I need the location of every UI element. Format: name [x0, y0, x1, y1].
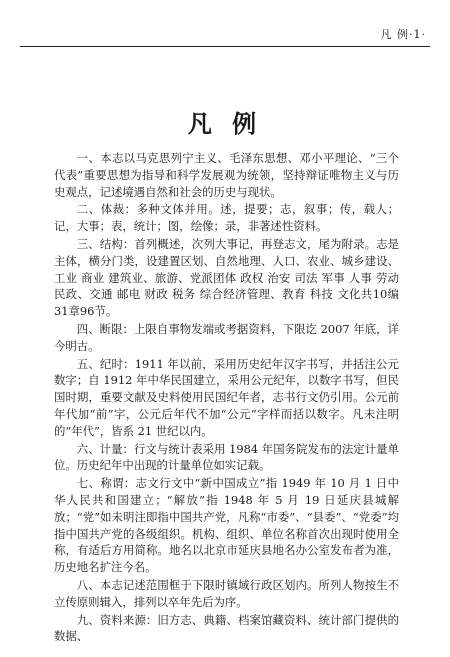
page-title: 凡 例 [187, 109, 263, 138]
paragraph-structure: 三、结构：首列概述，次列大事记，再登志文，尾为附录。志是主体，横分门类，设建置区划、自然地理、人口、农业、城乡建设、工业 商业 建筑业、旅游、党派团体 政权 治安 司法 军事 人事 劳动 民政、交通 邮电 财政 税务 综合经济管理、教育 科技 文化共10编 31章96节。 [54, 236, 399, 319]
paragraph-terms: 七、称谓：志文行文中“新中国成立”指 1949 年 10 月 1 日中华人民共和国建立；“解放”指 1948 年 5 月 19 日延庆县城解放；“党”如未明注即指中国共产党，凡称“市委”、“县委”、“党委”均指中国共产党的各级组织。机构、组织、单位名称首次出现时使用全称，有适后方用简称。地名以北京市延庆县地名办公室发布者为准，历史地名扩注今名。 [54, 476, 399, 575]
running-header [20, 20, 430, 47]
paragraph-sources: 九、资料来源：旧方志、典籍、档案馆藏资料、统计部门提供的数据、 [54, 612, 399, 644]
body-text [54, 150, 399, 646]
paragraph-guideline: 一、本志以马克思列宁主义、毛泽东思想、邓小平理论、“三个代表”重要思想为指导和科学发展观为统领，坚持辩证唯物主义与历史观点，记述境遇自然和社会的历史与现状。 [54, 151, 399, 199]
running-head-text: 凡 例·1· [380, 28, 426, 41]
paragraph-scope: 八、本志记述范围框于下限时镇域行政区划内。所列人物按生不立传原则辑入，排列以卒年先后为序。 [54, 577, 399, 609]
paragraph-measurement: 六、计量：行文与统计表采用 1984 年国务院发布的法定计量单位。历史纪年中出现的计量单位如实记载。 [54, 441, 399, 473]
paragraph-genre: 二、体裁：多种文体并用。述，提要；志，叙事；传，载人；记，大事；表，统计；图，绘像；录，非著述性资料。 [54, 202, 399, 234]
paragraph-chronology: 五、纪时：1911 年以前，采用历史纪年汉字书写，并括注公元数字；自 1912 年中华民国建立，采用公元纪年，以数字书写，但民国时期，重要文献及史料使用民国纪年者，志书行文仍引用。公元前年代加“前”字，公元后年代不加“公元”字样而括以数字。凡未注明的“年代”，皆系 21 世纪以内。 [54, 356, 399, 438]
paragraph-time-limit: 四、断限：上限自事物发端或考据资料，下限讫 2007 年底，详今明古。 [54, 321, 399, 353]
